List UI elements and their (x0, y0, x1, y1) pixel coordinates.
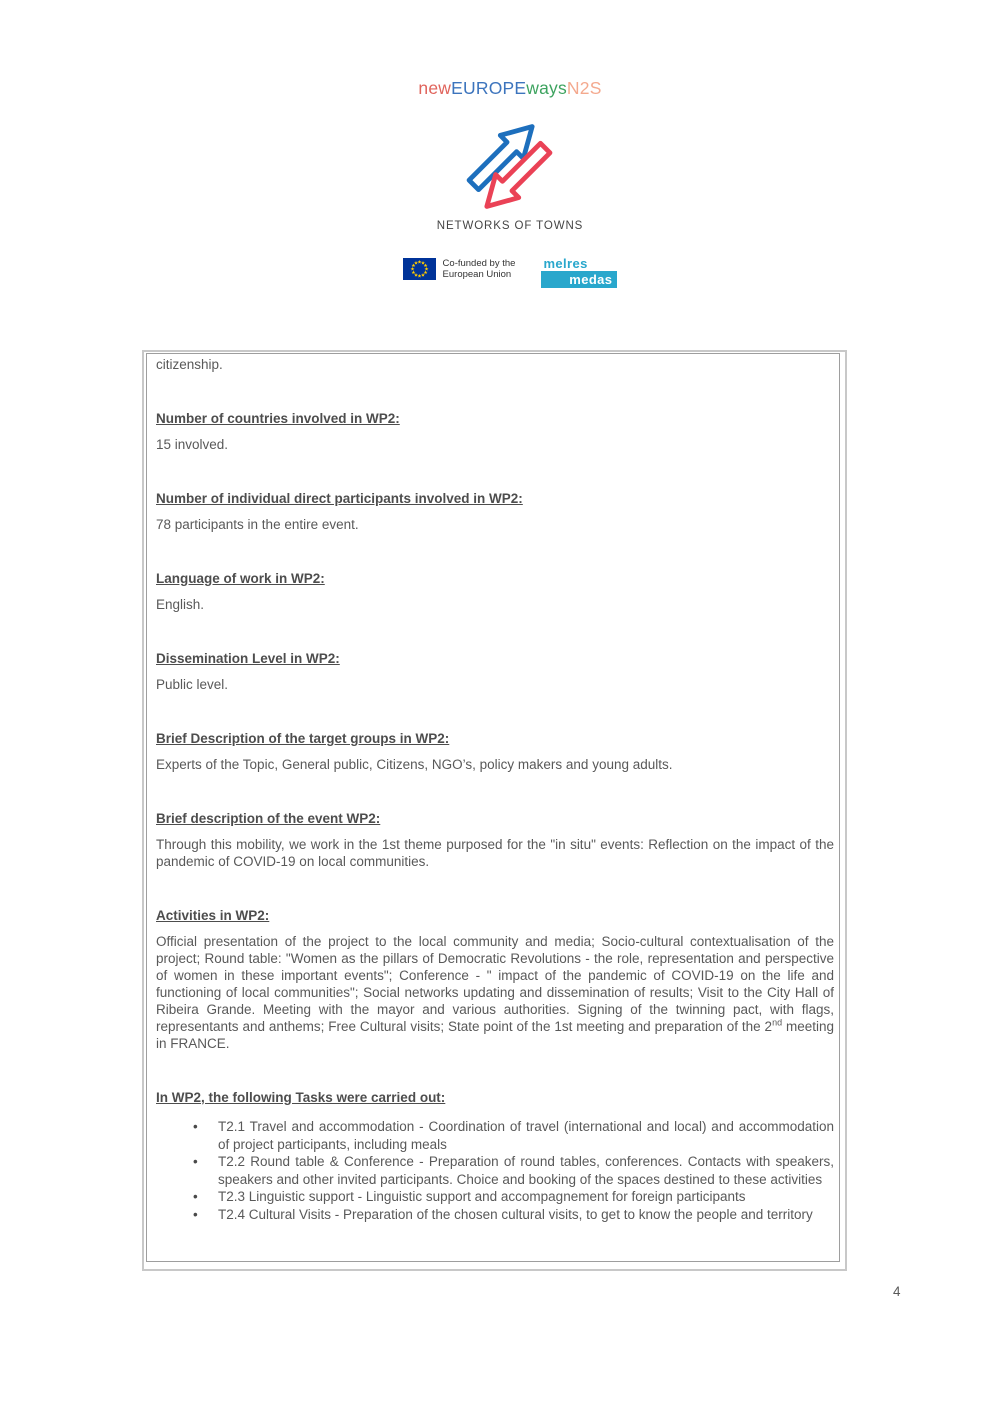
activities-ordinal-superscript: nd (772, 1017, 783, 1028)
section-body-dissemination: Public level. (156, 677, 229, 692)
section-heading-countries: Number of countries involved in WP2: (156, 411, 400, 426)
brand-wordmark (14, 78, 992, 99)
crossed-arrows-icon (462, 118, 558, 214)
brand-segment-new: new (418, 78, 452, 98)
eu-cofunded-badge (403, 258, 516, 280)
brand-segment-n2s: N2S (566, 78, 602, 98)
section-body-activities (156, 933, 834, 1052)
task-item-t2-3: • T2.3 Linguistic support - Linguistic support and accompagnement for foreign participants (156, 1188, 834, 1206)
task-item-t2-1: • T2.1 Travel and accommodation - Coordination of travel (international and local) and accommodation of project participants, including meals (156, 1118, 834, 1153)
section-heading-language: Language of work in WP2: (156, 571, 325, 586)
page-number: 4 (893, 1284, 901, 1299)
section-body-event-description: Through this mobility, we work in the 1st theme purposed for the "in situ" events: Reflection on the impact of the pandemic of COVID-19 on local communities. (156, 837, 834, 869)
section-body-countries: 15 involved. (156, 437, 229, 452)
crossed-arrows-logo (14, 118, 992, 219)
partner-logo-top: melres (541, 258, 617, 273)
task-item-t2-4: • T2.4 Cultural Visits - Preparation of the chosen cultural visits, to get to know the people and territory (156, 1206, 834, 1224)
section-heading-event-description: Brief description of the event WP2: (156, 811, 381, 826)
eu-badge-text (443, 258, 516, 280)
eu-badge-line1: Co-funded by the (442, 258, 516, 269)
section-heading-dissemination: Dissemination Level in WP2: (156, 651, 340, 666)
section-heading-tasks: In WP2, the following Tasks were carried out: (156, 1090, 446, 1105)
paragraph-fragment: citizenship. (156, 357, 223, 372)
partner-logo-melres-medas (541, 258, 617, 288)
logo-badges-row (14, 258, 992, 288)
section-body-participants: 78 participants in the entire event. (156, 517, 359, 532)
logo-caption: NETWORKS OF TOWNS (436, 220, 584, 232)
brand-segment-europe: EUROPE (451, 78, 527, 98)
activities-text-after: meeting in FRANCE. (156, 1019, 834, 1051)
eu-badge-line2: European Union (442, 269, 512, 280)
tasks-bullet-list (156, 1118, 834, 1223)
content-cell (146, 353, 840, 1262)
task-item-t2-2: • T2.2 Round table & Conference - Preparation of round tables, conferences. Contacts with speakers, speakers and other invited participants. Choice and booking of the spaces destined to these activities (156, 1153, 834, 1188)
partner-logo-bottom: medas (541, 273, 617, 288)
section-body-target-groups: Experts of the Topic, General public, Citizens, NGO’s, policy makers and young adults. (156, 757, 673, 772)
section-heading-target-groups: Brief Description of the target groups in WP2: (156, 731, 450, 746)
section-body-language: English. (156, 597, 205, 612)
content-table-outer-border (142, 350, 847, 1271)
eu-flag-icon (403, 258, 436, 280)
section-heading-participants: Number of individual direct participants involved in WP2: (156, 491, 523, 506)
activities-text-before: Official presentation of the project to the local community and media; Socio-cultural contextualisation of the project; Round table: "Women as the pillars of Democratic Revolutions - the role, representation and perspective of women in these important events"; Conference - " impact of the pandemic of COVID-19 on the life and functioning of local communities"; Social networks updating and dissemination of results; Visit to the City Hall of Ribeira Grande. Meeting with the mayor and various authorities. Signing of the twinning pact, with flags, representants and anthems; Free Cultural visits; State point of the 1st meeting and preparation of the 2 (156, 934, 834, 1034)
brand-segment-ways: ways (526, 78, 567, 98)
section-heading-activities: Activities in WP2: (156, 908, 270, 923)
